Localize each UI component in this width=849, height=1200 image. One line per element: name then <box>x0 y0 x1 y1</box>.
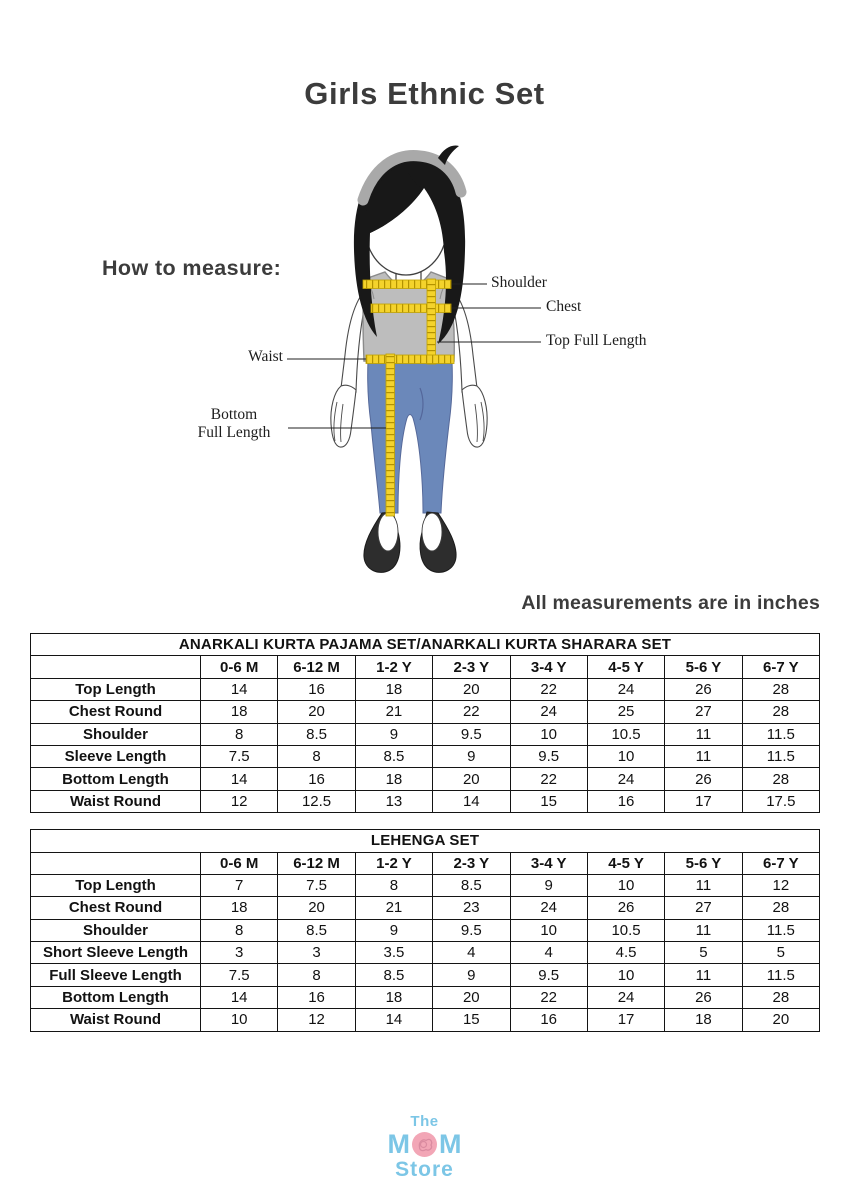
measurement-value: 23 <box>433 897 510 919</box>
size-header: 0-6 M <box>201 852 278 874</box>
measurement-value: 21 <box>355 701 432 723</box>
measurement-value: 24 <box>587 768 664 790</box>
measurement-row <box>31 986 820 1008</box>
mom-store-logo <box>0 1114 849 1180</box>
chest-tape <box>371 304 451 313</box>
measurement-value: 14 <box>355 1009 432 1031</box>
measurement-value: 11 <box>665 964 742 986</box>
measurement-value: 8.5 <box>278 919 355 941</box>
measurement-value: 24 <box>510 897 587 919</box>
logo-mom-baby-icon <box>411 1131 438 1158</box>
measurement-label: Waist Round <box>31 1009 201 1031</box>
measurement-label: Bottom Length <box>31 986 201 1008</box>
measurement-value: 9 <box>510 874 587 896</box>
measurement-value: 27 <box>665 701 742 723</box>
measurement-value: 18 <box>355 986 432 1008</box>
measurement-value: 16 <box>510 1009 587 1031</box>
chest-label: Chest <box>546 298 582 315</box>
measurement-value: 9 <box>433 745 510 767</box>
measurement-value: 24 <box>510 701 587 723</box>
size-header: 4-5 Y <box>587 656 664 678</box>
measurement-value: 20 <box>278 897 355 919</box>
measurement-value: 26 <box>665 678 742 700</box>
right-ankle <box>422 513 442 551</box>
measurement-value: 12.5 <box>278 790 355 812</box>
measurement-value: 20 <box>742 1009 819 1031</box>
measurement-diagram <box>0 140 849 600</box>
measurement-label: Chest Round <box>31 897 201 919</box>
units-note: All measurements are in inches <box>521 592 820 614</box>
measurement-value: 11.5 <box>742 745 819 767</box>
size-tables <box>30 633 819 1048</box>
measurement-value: 15 <box>433 1009 510 1031</box>
size-header: 6-12 M <box>278 656 355 678</box>
measurement-value: 17 <box>587 1009 664 1031</box>
measurement-value: 22 <box>510 986 587 1008</box>
measurement-value: 8.5 <box>433 874 510 896</box>
measurement-value: 4 <box>433 942 510 964</box>
measurement-row <box>31 745 820 767</box>
measurement-row <box>31 1009 820 1031</box>
measurement-value: 18 <box>355 768 432 790</box>
measurement-value: 8 <box>278 745 355 767</box>
measurement-value: 20 <box>433 678 510 700</box>
measurement-value: 8 <box>201 723 278 745</box>
measurement-value: 16 <box>278 986 355 1008</box>
measurement-value: 11 <box>665 874 742 896</box>
size-header: 6-12 M <box>278 852 355 874</box>
measurement-value: 17 <box>665 790 742 812</box>
size-header: 0-6 M <box>201 656 278 678</box>
measurement-row <box>31 678 820 700</box>
size-header: 1-2 Y <box>355 852 432 874</box>
measurement-value: 28 <box>742 678 819 700</box>
measurement-value: 7.5 <box>201 745 278 767</box>
table-title: ANARKALI KURTA PAJAMA SET/ANARKALI KURTA SHARARA SET <box>31 634 820 656</box>
measurement-value: 24 <box>587 986 664 1008</box>
measurement-value: 14 <box>201 768 278 790</box>
measurement-value: 26 <box>665 768 742 790</box>
measurement-value: 8.5 <box>278 723 355 745</box>
girl-figure-illustration <box>0 140 849 600</box>
size-header: 6-7 Y <box>742 852 819 874</box>
measurement-value: 16 <box>278 678 355 700</box>
measurement-value: 28 <box>742 768 819 790</box>
size-header: 6-7 Y <box>742 656 819 678</box>
measurement-row <box>31 897 820 919</box>
shoulder-tape <box>363 280 451 289</box>
measurement-value: 9.5 <box>510 964 587 986</box>
measurement-label: Top Length <box>31 678 201 700</box>
measurement-value: 10 <box>587 874 664 896</box>
measurement-value: 9.5 <box>433 723 510 745</box>
page-title: Girls Ethnic Set <box>304 76 545 111</box>
size-header: 5-6 Y <box>665 656 742 678</box>
measurement-value: 11.5 <box>742 919 819 941</box>
measurement-value: 13 <box>355 790 432 812</box>
measurement-value: 14 <box>201 678 278 700</box>
logo-word-mom <box>0 1131 849 1158</box>
measurement-row <box>31 919 820 941</box>
measurement-value: 25 <box>587 701 664 723</box>
bottom-full-length-label <box>179 406 289 442</box>
waist-label: Waist <box>248 348 283 365</box>
measurement-value: 8 <box>278 964 355 986</box>
measurement-row <box>31 723 820 745</box>
leg-vertical-tape <box>386 354 395 516</box>
measurement-value: 11 <box>665 723 742 745</box>
measurement-value: 21 <box>355 897 432 919</box>
measurement-value: 28 <box>742 986 819 1008</box>
measurement-value: 11 <box>665 919 742 941</box>
size-header: 5-6 Y <box>665 852 742 874</box>
measurement-value: 22 <box>510 678 587 700</box>
measurement-row <box>31 942 820 964</box>
measurement-value: 26 <box>587 897 664 919</box>
measurement-label: Waist Round <box>31 790 201 812</box>
measurement-label: Shoulder <box>31 919 201 941</box>
logo-word-the: The <box>410 1113 439 1130</box>
measurement-row <box>31 768 820 790</box>
table-title: LEHENGA SET <box>31 830 820 852</box>
measurement-value: 9 <box>355 919 432 941</box>
bottom-full-length-line1: Bottom <box>210 406 258 423</box>
measurement-value: 18 <box>201 701 278 723</box>
how-to-measure-heading: How to measure: <box>102 256 282 280</box>
measurement-value: 18 <box>355 678 432 700</box>
measurement-value: 26 <box>665 986 742 1008</box>
measurement-value: 9 <box>433 964 510 986</box>
corner-cell <box>31 656 201 678</box>
measurement-value: 28 <box>742 897 819 919</box>
measurement-value: 5 <box>742 942 819 964</box>
corner-cell <box>31 852 201 874</box>
size-header: 1-2 Y <box>355 656 432 678</box>
measurement-value: 3 <box>278 942 355 964</box>
measurement-value: 12 <box>201 790 278 812</box>
measurement-value: 28 <box>742 701 819 723</box>
measurement-value: 24 <box>587 678 664 700</box>
measurement-label: Shoulder <box>31 723 201 745</box>
measurement-row <box>31 790 820 812</box>
measurement-value: 17.5 <box>742 790 819 812</box>
measurement-value: 16 <box>587 790 664 812</box>
measurement-row <box>31 964 820 986</box>
measurement-value: 11.5 <box>742 964 819 986</box>
measurement-label: Chest Round <box>31 701 201 723</box>
measurement-value: 15 <box>510 790 587 812</box>
size-header: 2-3 Y <box>433 852 510 874</box>
measurement-value: 3.5 <box>355 942 432 964</box>
torso-vertical-tape <box>427 279 436 364</box>
measurement-value: 8 <box>355 874 432 896</box>
measurement-value: 4.5 <box>587 942 664 964</box>
measurement-value: 10 <box>510 919 587 941</box>
measurement-value: 20 <box>278 701 355 723</box>
measurement-value: 7 <box>201 874 278 896</box>
measurement-value: 10 <box>587 745 664 767</box>
measurement-value: 9.5 <box>510 745 587 767</box>
measurement-value: 9 <box>355 723 432 745</box>
measurement-value: 14 <box>433 790 510 812</box>
measurement-value: 3 <box>201 942 278 964</box>
measurement-value: 16 <box>278 768 355 790</box>
measurement-value: 7.5 <box>278 874 355 896</box>
size-header: 4-5 Y <box>587 852 664 874</box>
measurement-value: 8.5 <box>355 745 432 767</box>
measurement-label: Top Length <box>31 874 201 896</box>
logo-letter-m-left: M <box>387 1129 410 1159</box>
measurement-value: 22 <box>433 701 510 723</box>
measurement-value: 20 <box>433 768 510 790</box>
bottom-full-length-line2: Full Length <box>197 424 271 441</box>
logo-letter-m-right: M <box>439 1129 462 1159</box>
measurement-value: 14 <box>201 986 278 1008</box>
measurement-label: Sleeve Length <box>31 745 201 767</box>
measurement-value: 8.5 <box>355 964 432 986</box>
measurement-value: 22 <box>510 768 587 790</box>
measurement-label: Full Sleeve Length <box>31 964 201 986</box>
measurement-value: 9.5 <box>433 919 510 941</box>
logo-word-store: Store <box>395 1158 454 1181</box>
size-header: 3-4 Y <box>510 656 587 678</box>
size-chart-table <box>30 829 820 1032</box>
size-header: 2-3 Y <box>433 656 510 678</box>
size-header: 3-4 Y <box>510 852 587 874</box>
measurement-value: 11 <box>665 745 742 767</box>
measurement-value: 10.5 <box>587 723 664 745</box>
measurement-value: 27 <box>665 897 742 919</box>
measurement-value: 10 <box>510 723 587 745</box>
measurement-row <box>31 701 820 723</box>
measurement-value: 12 <box>278 1009 355 1031</box>
measurement-value: 12 <box>742 874 819 896</box>
measurement-value: 18 <box>201 897 278 919</box>
measurement-value: 5 <box>665 942 742 964</box>
measurement-value: 20 <box>433 986 510 1008</box>
measurement-label: Short Sleeve Length <box>31 942 201 964</box>
measurement-row <box>31 874 820 896</box>
measurement-value: 11.5 <box>742 723 819 745</box>
waist-tape <box>366 355 454 364</box>
pants <box>368 361 453 513</box>
left-ankle <box>378 513 398 551</box>
size-chart-table <box>30 633 820 813</box>
measurement-label: Bottom Length <box>31 768 201 790</box>
measurement-value: 10 <box>201 1009 278 1031</box>
measurement-value: 4 <box>510 942 587 964</box>
top-full-length-label: Top Full Length <box>546 332 647 349</box>
measurement-value: 10.5 <box>587 919 664 941</box>
measurement-value: 7.5 <box>201 964 278 986</box>
measurement-value: 18 <box>665 1009 742 1031</box>
measurement-value: 10 <box>587 964 664 986</box>
measurement-value: 8 <box>201 919 278 941</box>
shoulder-label: Shoulder <box>491 274 547 291</box>
